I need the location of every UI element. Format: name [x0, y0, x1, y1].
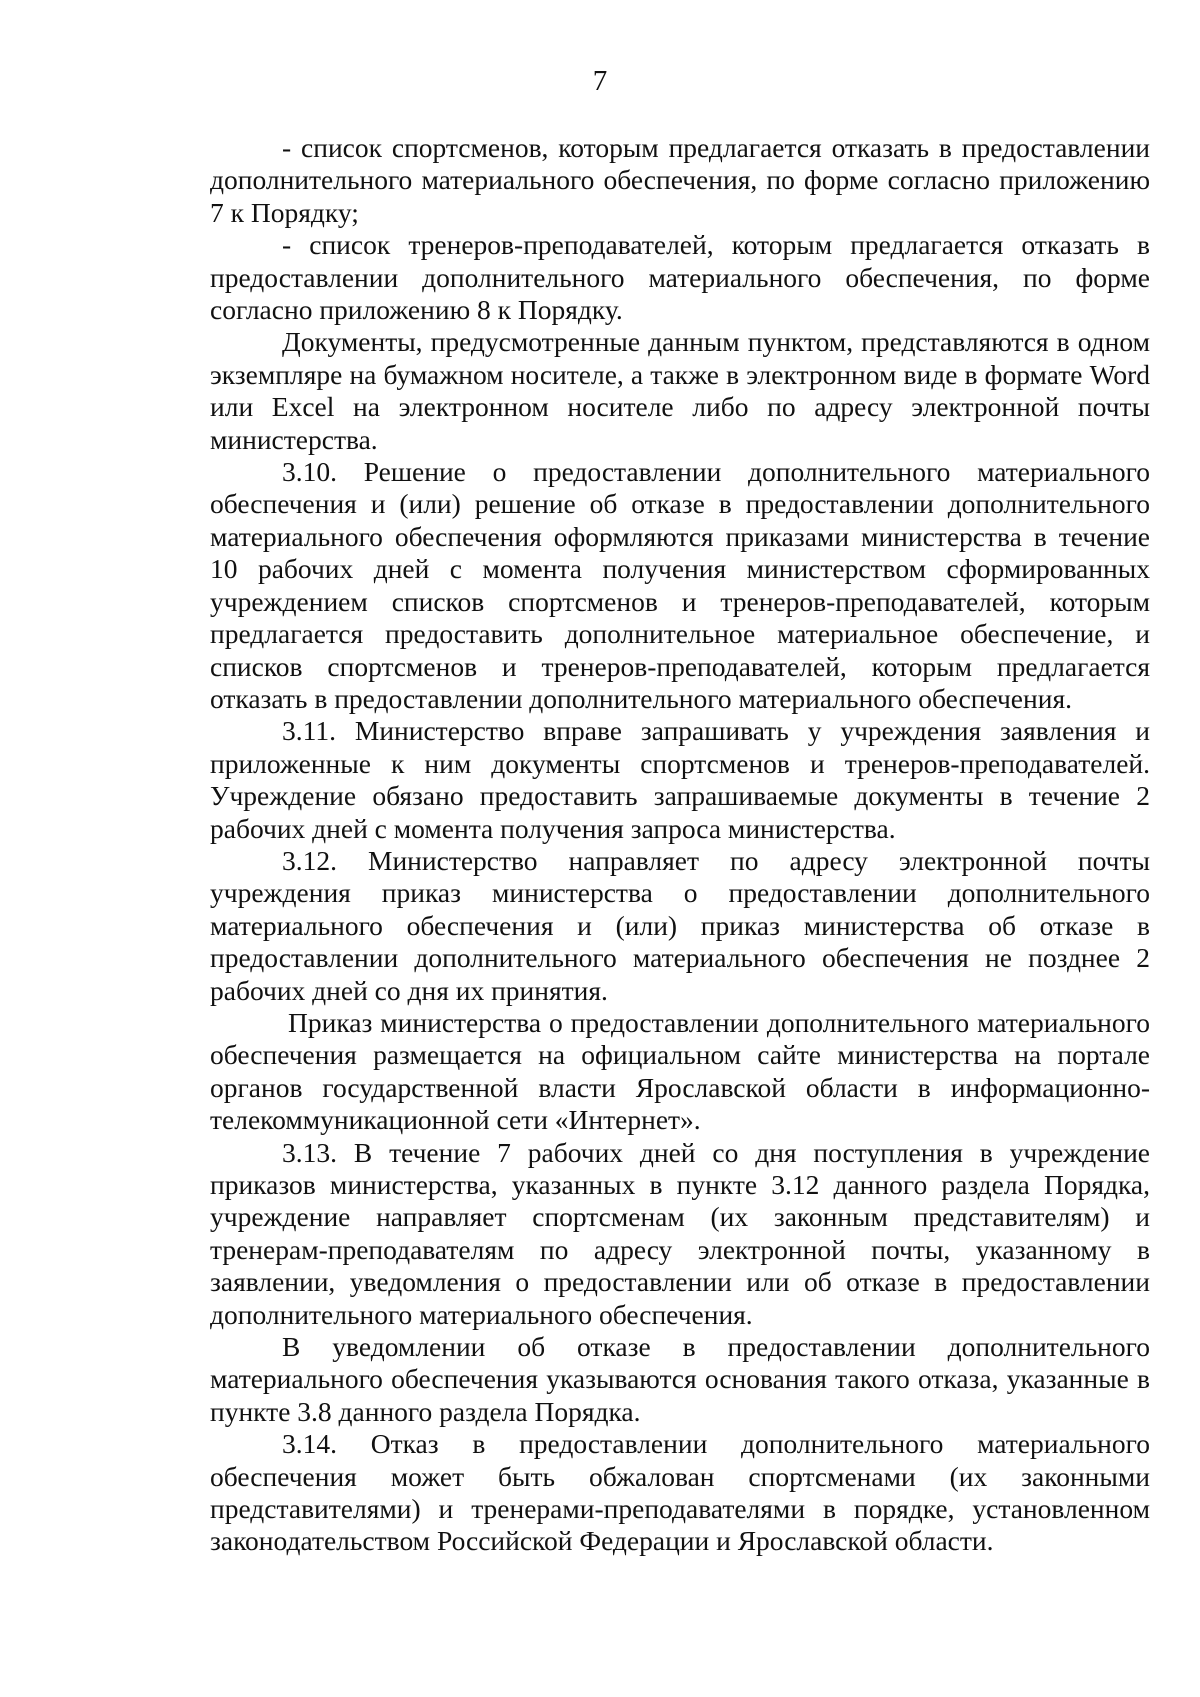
paragraph-trainers-refusal-list: - список тренеров-преподавателей, которым предлагается отказать в предоставлении дополнительного материального обеспечения, по форме согласно приложению 8 к Порядку. — [210, 229, 1150, 326]
paragraph-athletes-refusal-list: - список спортсменов, которым предлагается отказать в предоставлении дополнительного материального обеспечения, по форме согласно приложению 7 к Порядку; — [210, 132, 1150, 228]
paragraph-3-12: 3.12. Министерство направляет по адресу электронной почты учреждения приказ министерства о предоставлении дополнительного материального обеспечения и (или) приказ министерства об отказе в предоставлении дополнительного материального обеспечения не позднее 2 рабочих дней со дня их принятия. — [210, 844, 1150, 1006]
paragraph-refusal-notice: В уведомлении об отказе в предоставлении дополнительного материального обеспечения указываются основания такого отказа, указанные в пункте 3.8 данного раздела Порядка. — [210, 1331, 1150, 1427]
paragraph-3-13: 3.13. В течение 7 рабочих дней со дня поступления в учреждение приказов министерства, указанных в пункте 3.12 данного раздела Порядка, учреждение направляет спортсменам (их законным представителям) и тренерам-преподавателям по адресу электронной почты, указанному в заявлении, уведомления о предоставлении или об отказе в предоставлении дополнительного материального обеспечения. — [210, 1136, 1150, 1330]
paragraph-3-10: 3.10. Решение о предоставлении дополнительного материального обеспечения и (или) решение об отказе в предоставлении дополнительного материального обеспечения оформляются приказами министерства в течение 10 рабочих дней с момента получения министерством сформированных учреждением списков спортсменов и тренеров-преподавателей, которым предлагается предоставить дополнительное материальное обеспечение, и списков спортсменов и тренеров-преподавателей, которым предлагается отказать в предоставлении дополнительного материального обеспечения. — [210, 456, 1150, 714]
paragraph-3-14: 3.14. Отказ в предоставлении дополнительного материального обеспечения может быть обжалован спортсменами (их законными представителями) и тренерами-преподавателями в порядке, установленном законодательством Российской Федерации и Ярославской области. — [210, 1428, 1150, 1557]
paragraph-3-11: 3.11. Министерство вправе запрашивать у учреждения заявления и приложенные к ним документы спортсменов и тренеров-преподавателей. Учреждение обязано предоставить запрашиваемые документы в течение 2 рабочих дней с момента получения запроса министерства. — [210, 715, 1150, 844]
paragraph-documents-format: Документы, предусмотренные данным пунктом, представляются в одном экземпляре на бумажном носителе, а также в электронном виде в формате Word или Excel на электронном носителе либо по адресу электронной почты министерства. — [210, 326, 1150, 455]
page-number: 7 — [592, 65, 608, 97]
document-body — [210, 132, 1150, 1558]
paragraph-order-publication: Приказ министерства о предоставлении дополнительного материального обеспечения размещается на официальном сайте министерства на портале органов государственной власти Ярославской области в информационно-телекоммуникационной сети «Интернет». — [210, 1006, 1150, 1136]
